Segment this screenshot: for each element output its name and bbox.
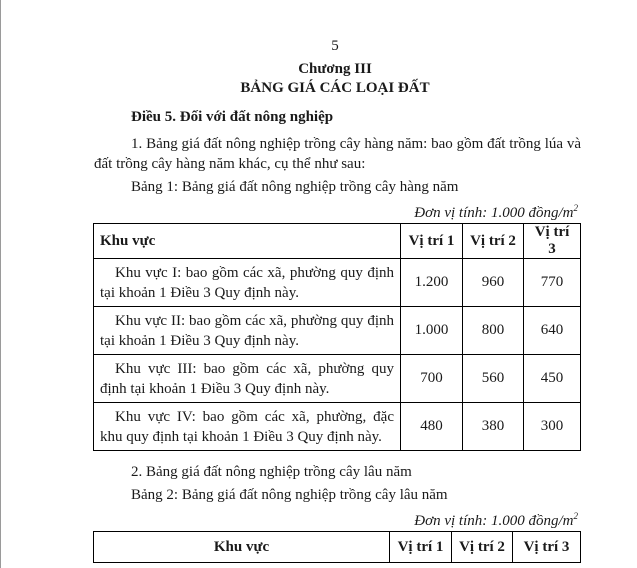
table-cell-area: Khu vực I: bao gồm các xã, phường quy định tại khoản 1 Điều 3 Quy định này. [94, 259, 401, 307]
table-cell-pos3: 770 [524, 259, 581, 307]
table-row [94, 355, 581, 403]
table1-header-pos1: Vị trí 1 [401, 224, 463, 259]
unit-text: Đơn vị tính: 1.000 đồng/m [414, 513, 574, 529]
table-cell-pos3: 450 [524, 355, 581, 403]
table1-caption: Bảng 1: Bảng giá đất nông nghiệp trồng cây hàng năm [131, 179, 459, 195]
table-cell-pos3: 300 [524, 403, 581, 451]
table1-header-row [94, 224, 581, 259]
table-row [94, 259, 581, 307]
unit-text: Đơn vị tính: 1.000 đồng/m [414, 205, 574, 221]
table-cell-area: Khu vực IV: bao gồm các xã, phường, đặc khu quy định tại khoản 1 Điều 3 Quy định này. [94, 403, 401, 451]
table1-header-pos3: Vị trí 3 [524, 224, 581, 259]
table1 [93, 223, 581, 451]
table-cell-area: Khu vực II: bao gồm các xã, phường quy định tại khoản 1 Điều 3 Quy định này. [94, 307, 401, 355]
table2-header-row [94, 532, 581, 563]
table-cell-pos1: 1.200 [401, 259, 463, 307]
table2-unit-note [414, 511, 578, 530]
table2-header-area: Khu vực [94, 532, 390, 563]
chapter-heading [0, 60, 637, 98]
table-cell-pos1: 480 [401, 403, 463, 451]
unit-superscript: 2 [573, 511, 578, 521]
table-row [94, 307, 581, 355]
article-heading: Điều 5. Đối với đất nông nghiệp [131, 109, 334, 125]
table-row [94, 403, 581, 451]
paragraph-1: 1. Bảng giá đất nông nghiệp trồng cây hàng năm: bao gồm đất trồng lúa và đất trồng cây hàng năm khác, cụ thể như sau: [94, 136, 581, 172]
page-number: 5 [331, 38, 339, 54]
table2-header-pos3: Vị trí 3 [513, 532, 581, 563]
chapter-label: Chương III [298, 61, 372, 77]
table-cell-pos2: 560 [463, 355, 524, 403]
table-cell-area: Khu vực III: bao gồm các xã, phường quy định tại khoản 1 Điều 3 Quy định này. [94, 355, 401, 403]
table-cell-pos2: 380 [463, 403, 524, 451]
paragraph-2: 2. Bảng giá đất nông nghiệp trồng cây lâu năm [131, 464, 412, 480]
table-cell-pos2: 960 [463, 259, 524, 307]
table-cell-pos1: 700 [401, 355, 463, 403]
chapter-title: BẢNG GIÁ CÁC LOẠI ĐẤT [240, 80, 430, 96]
table1-unit-note [414, 203, 578, 222]
table-cell-pos1: 1.000 [401, 307, 463, 355]
table-cell-pos3: 640 [524, 307, 581, 355]
unit-superscript: 2 [573, 203, 578, 213]
table2-header-pos2: Vị trí 2 [452, 532, 513, 563]
table2-caption: Bảng 2: Bảng giá đất nông nghiệp trồng cây lâu năm [131, 487, 448, 503]
table-cell-pos2: 800 [463, 307, 524, 355]
table2-header-pos1: Vị trí 1 [390, 532, 452, 563]
table1-header-pos2: Vị trí 2 [463, 224, 524, 259]
table2 [93, 531, 581, 563]
table1-header-area: Khu vực [94, 224, 401, 259]
